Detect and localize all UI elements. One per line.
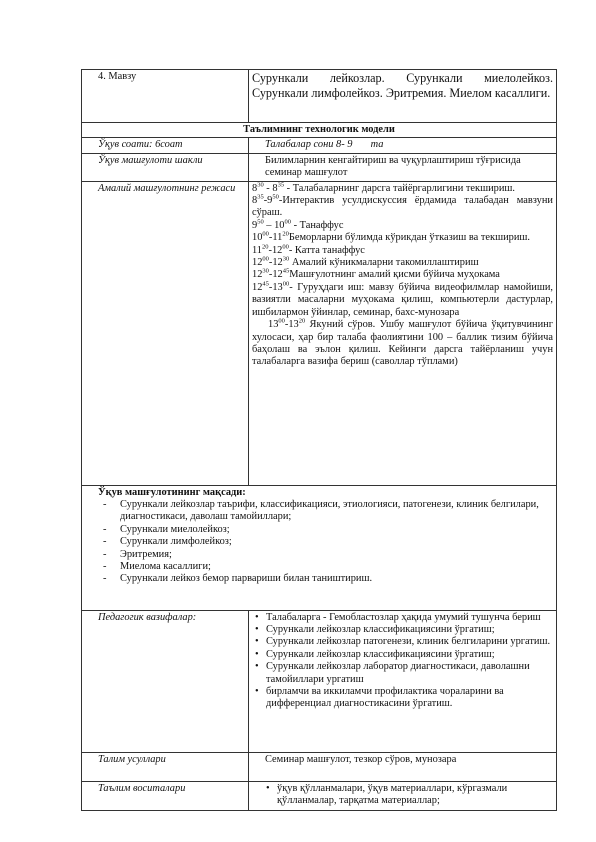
tasks-item bbox=[252, 686, 553, 711]
bullet-icon: • bbox=[255, 686, 259, 698]
topic-row bbox=[82, 70, 557, 123]
bullet-icon: • bbox=[255, 611, 259, 623]
plan-schedule bbox=[249, 181, 557, 485]
bullet-icon: • bbox=[255, 636, 259, 648]
plan-item-text: - Катта танаффус bbox=[288, 244, 365, 256]
plan-time-end-min: 45 bbox=[282, 268, 290, 275]
goal-item-text: Сурункали лимфолейкоз; bbox=[120, 536, 232, 548]
tools-cell bbox=[249, 781, 557, 810]
methods-label: Талим усуллари bbox=[82, 752, 249, 781]
methods-row bbox=[82, 752, 557, 781]
plan-time-start-min: 00 bbox=[262, 230, 269, 238]
tasks-item-text: Сурункали лейкозлар лаборатор диагностикаси, даволашни тамойиллари ургатиш bbox=[266, 661, 530, 685]
plan-time-start: 12 bbox=[252, 281, 263, 293]
lesson-plan-table bbox=[81, 69, 557, 811]
goal-title: Ўқув машғулотининг мақсади: bbox=[98, 486, 246, 498]
bullet-icon: • bbox=[266, 782, 270, 794]
plan-list bbox=[252, 183, 553, 369]
plan-item bbox=[252, 269, 553, 281]
plan-item-text: -Интерактив усулдискуссия ёрдамида талабадан мавзуни сўраш. bbox=[252, 195, 553, 219]
plan-item-text: Амалий кўникмаларни такомиллаштириш bbox=[289, 257, 479, 269]
form-row bbox=[82, 153, 557, 181]
plan-item bbox=[252, 319, 553, 369]
plan-item bbox=[252, 220, 553, 232]
plan-time-start: 8 bbox=[252, 182, 258, 194]
tasks-item-text: Сурункали лейкозлар патогенези, клиник белгиларини ургатиш. bbox=[266, 636, 551, 648]
plan-time-end: -13 bbox=[284, 319, 299, 331]
plan-time-start: 13 bbox=[268, 319, 279, 331]
plan-item bbox=[252, 282, 553, 319]
plan-item bbox=[252, 183, 553, 195]
plan-time-end: – 10 bbox=[263, 219, 285, 231]
goal-item bbox=[98, 524, 553, 536]
plan-time-end: -12 bbox=[268, 269, 283, 281]
plan-time-start: 12 bbox=[252, 257, 263, 269]
bullet-icon: • bbox=[255, 661, 259, 673]
goal-item-text: Эритремия; bbox=[120, 548, 172, 560]
tasks-label: Педагогик вазифалар: bbox=[82, 610, 249, 752]
plan-item-text: Якуний сўров. Ушбу машғулот бўйича ўқитувчининг хулосаси, ҳар бир талаба фаолиятини 100 – баллик тизим бўйича баҳолаш ва эълон қилиш. Кейинги дарсга тайёрланиш учун талабаларга вазифа бериш (саволлар тўплами) bbox=[252, 319, 553, 368]
tools-row bbox=[82, 781, 557, 810]
plan-time-end-min: 00 bbox=[282, 280, 290, 288]
plan-time-end: -12 bbox=[268, 257, 283, 269]
plan-item-text: - Гуруҳдаги иш: мавзу бўйича видеофилмлар намойиши, вазиятли масаларни муҳокама қилиш, компьютерли дастурлар, ишбилармон ўйинлар, семинар, бахс-мунозара bbox=[252, 281, 553, 318]
plan-time-end-min: 50 bbox=[272, 193, 279, 201]
plan-item bbox=[252, 195, 553, 220]
tasks-item bbox=[252, 636, 553, 648]
topic-label: 4. Мавзу bbox=[82, 70, 249, 123]
plan-item bbox=[252, 245, 553, 257]
plan-item-text: Беморларни бўлимда кўрикдан ўтказиш ва текшириш. bbox=[288, 232, 530, 244]
plan-item-text: - Талабаларнинг дарсга тайёргарлигини текшириш. bbox=[284, 182, 515, 194]
form-value: Билимларнин кенгайтириш ва чуқурлаштириш тўғрисида семинар машғулот bbox=[249, 153, 557, 181]
plan-time-end: -13 bbox=[268, 281, 283, 293]
plan-time-end: - 8 bbox=[263, 182, 278, 194]
plan-time-end-min: 30 bbox=[282, 255, 290, 263]
bullet-icon: • bbox=[255, 648, 259, 660]
tasks-list bbox=[252, 612, 553, 711]
plan-time-start: 9 bbox=[252, 219, 258, 231]
goal-item-text: Сурункали лейкоз бемор парвариши билан таништириш. bbox=[120, 573, 373, 585]
plan-time-end: -9 bbox=[263, 195, 273, 207]
plan-item-text: - Танаффус bbox=[290, 219, 344, 231]
plan-time-start: 11 bbox=[252, 244, 263, 256]
plan-time-start-min: 35 bbox=[257, 193, 264, 201]
dash-bullet: - bbox=[103, 548, 107, 560]
dash-bullet: - bbox=[103, 573, 107, 585]
plan-time-start-min: 20 bbox=[262, 243, 269, 251]
hours-row bbox=[82, 138, 557, 153]
plan-row bbox=[82, 181, 557, 485]
tech-header-row bbox=[82, 123, 557, 138]
goal-cell bbox=[82, 485, 557, 610]
topic-text: Сурункали лейкозлар. Сурункали миелолейкоз. Сурункали лимфолейкоз. Эритремия. Миелом касаллиги. bbox=[249, 70, 557, 123]
goal-item bbox=[98, 573, 553, 585]
dash-bullet: - bbox=[103, 536, 107, 548]
goal-item-text: Сурункали лейкозлар таърифи, классификацияси, этиологияси, патогенези, клиник белгилари, диагностикаси, даволаш тамойиллари; bbox=[120, 499, 539, 523]
tasks-item bbox=[252, 612, 553, 624]
plan-item bbox=[252, 257, 553, 269]
tech-model-header: Таълимнинг технологик модели bbox=[82, 123, 557, 138]
plan-time-start-min: 30 bbox=[257, 181, 264, 189]
plan-time-start-min: 00 bbox=[278, 317, 285, 325]
plan-time-start-min: 30 bbox=[262, 268, 269, 275]
goal-item bbox=[98, 561, 553, 573]
plan-time-start: 8 bbox=[252, 195, 258, 207]
plan-item bbox=[252, 232, 553, 244]
tasks-item bbox=[252, 624, 553, 636]
tasks-item-text: Сурункали лейкозлар классификациясини ўргатиш; bbox=[266, 624, 495, 636]
dash-bullet: - bbox=[103, 523, 107, 535]
goal-row bbox=[82, 485, 557, 610]
goal-item bbox=[98, 536, 553, 548]
hours-label: Ўқув соати: 6соат bbox=[82, 138, 249, 153]
goal-item bbox=[98, 499, 553, 524]
plan-time-end-min: 20 bbox=[282, 230, 289, 238]
dash-bullet: - bbox=[103, 561, 107, 573]
tasks-item bbox=[252, 661, 553, 686]
goal-item-text: Сурункали миелолейкоз; bbox=[120, 523, 230, 535]
methods-value: Семинар машғулот, тезкор сўров, мунозара bbox=[249, 752, 557, 781]
tasks-cell bbox=[249, 610, 557, 752]
tasks-item-text: бирламчи ва иккиламчи профилактика чораларини ва дифференциал диагностикасини ўргатиш. bbox=[266, 686, 504, 710]
plan-time-end-min: 35 bbox=[277, 181, 285, 189]
dash-bullet: - bbox=[103, 499, 107, 511]
plan-time-start: 12 bbox=[252, 269, 263, 281]
plan-time-end: -11 bbox=[268, 232, 283, 244]
tools-item bbox=[263, 783, 553, 808]
tasks-item-text: Сурункали лейкозлар классификациясини ўргатиш; bbox=[266, 648, 495, 660]
plan-time-start: 10 bbox=[252, 232, 263, 244]
form-label: Ўқув машғулоти шакли bbox=[82, 153, 249, 181]
tools-list bbox=[263, 783, 553, 808]
bullet-icon: • bbox=[255, 624, 259, 636]
tools-label: Таълим воситалари bbox=[82, 781, 249, 810]
tasks-item bbox=[252, 649, 553, 661]
plan-time-end: -12 bbox=[268, 244, 283, 256]
plan-item-text: Машғулотнинг амалий қисми бўйича муҳокама bbox=[289, 269, 500, 281]
plan-label: Амалий машғулотнинг режаси bbox=[82, 181, 249, 485]
plan-time-end-min: 00 bbox=[284, 218, 291, 226]
goal-item-text: Миелома касаллиги; bbox=[120, 561, 211, 573]
plan-time-start-min: 45 bbox=[262, 280, 269, 288]
plan-time-start-min: 50 bbox=[257, 218, 264, 226]
tools-item-text: ўқув қўлланмалари, ўқув материаллари, кўргазмали қўлланмалар, тарқатма материаллар; bbox=[277, 782, 508, 807]
tasks-row bbox=[82, 610, 557, 752]
tasks-item-text: Талабаларга - Гемобластозлар ҳақида умумий тушунча бериш bbox=[266, 611, 541, 623]
plan-time-end-min: 00 bbox=[282, 243, 289, 251]
plan-time-end-min: 20 bbox=[298, 317, 306, 325]
goal-item bbox=[98, 549, 553, 561]
goal-list bbox=[98, 499, 553, 586]
students-count: Талабалар сони 8- 9 та bbox=[249, 138, 557, 153]
plan-time-start-min: 00 bbox=[262, 255, 269, 263]
